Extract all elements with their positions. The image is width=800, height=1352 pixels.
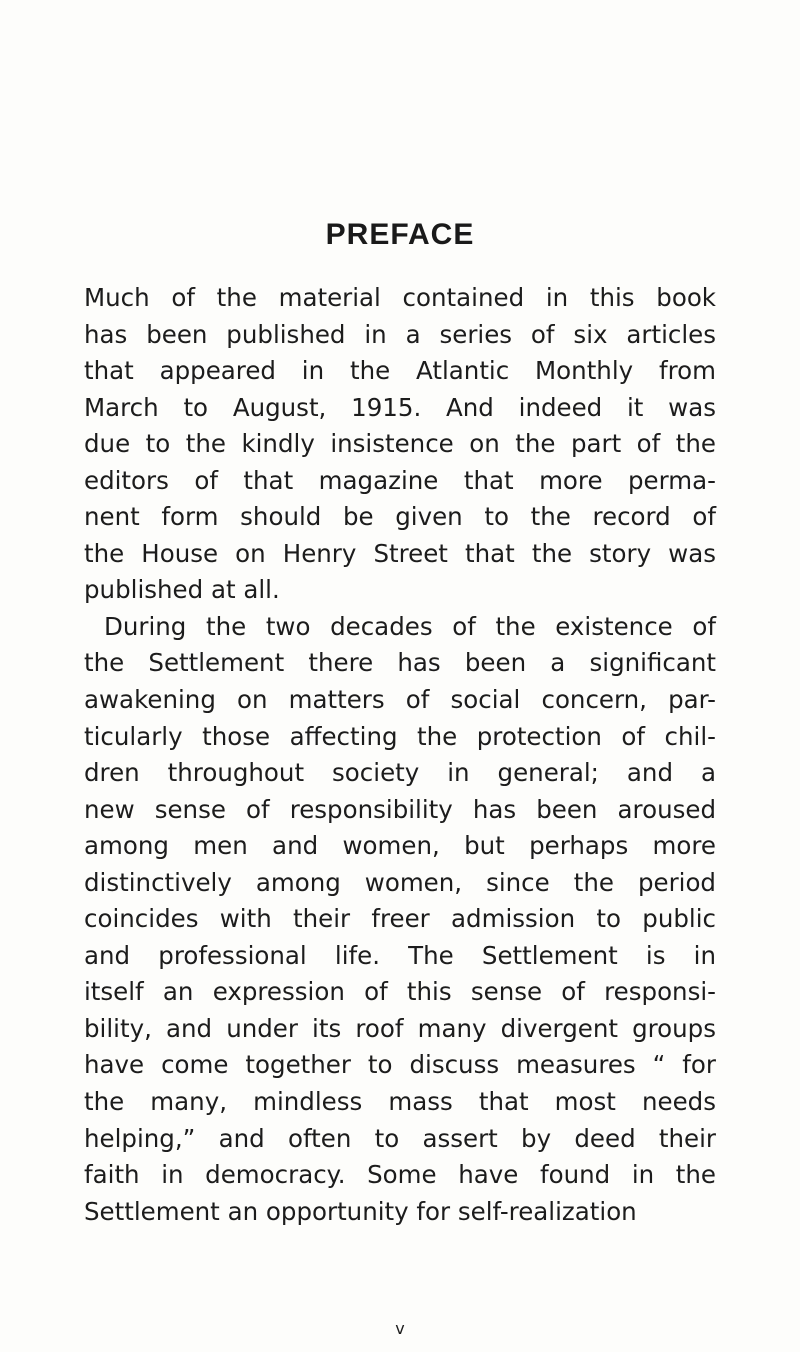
text-line: March to August, 1915. And indeed it was xyxy=(84,392,716,422)
text-line: new sense of responsibility has been aroused xyxy=(84,794,716,824)
text-line: faith in democracy. Some have found in the xyxy=(84,1160,716,1190)
text-line: and professional life. The Settlement is in xyxy=(84,940,716,970)
text-line: nent form should be given to the record of xyxy=(84,502,716,532)
text-line: due to the kindly insistence on the part of the xyxy=(84,429,716,459)
text-line: itself an expression of this sense of responsi- xyxy=(84,977,716,1007)
text-line: awakening on matters of social concern, par- xyxy=(84,685,716,715)
text-line: helping,” and often to assert by deed their xyxy=(84,1123,716,1153)
text-line: distinctively among women, since the period xyxy=(84,867,716,897)
page-number: v xyxy=(395,1319,405,1338)
text-line: dren throughout society in general; and a xyxy=(84,758,716,788)
text-line: During the two decades of the existence of xyxy=(104,611,716,641)
text-line: ticularly those affecting the protection of chil- xyxy=(84,721,716,751)
body-text xyxy=(84,280,716,1230)
text-line: published at all. xyxy=(84,575,280,605)
text-line: among men and women, but perhaps more xyxy=(84,831,716,861)
text-line: the many, mindless mass that most needs xyxy=(84,1087,716,1117)
text-line: bility, and under its roof many divergent groups xyxy=(84,1013,716,1043)
text-line: Settlement an opportunity for self-realization xyxy=(84,1196,637,1226)
text-line: Much of the material contained in this book xyxy=(84,283,716,312)
text-line: the Settlement there has been a significant xyxy=(84,648,716,678)
text-line: that appeared in the Atlantic Monthly from xyxy=(84,356,716,386)
text-line: editors of that magazine that more perma- xyxy=(84,465,716,495)
page-heading: PREFACE xyxy=(325,218,475,251)
text-line: has been published in a series of six articles xyxy=(84,319,716,349)
text-line: the House on Henry Street that the story was xyxy=(84,538,716,568)
text-line: have come together to discuss measures “ for xyxy=(84,1050,716,1080)
text-line: coincides with their freer admission to public xyxy=(84,904,716,934)
